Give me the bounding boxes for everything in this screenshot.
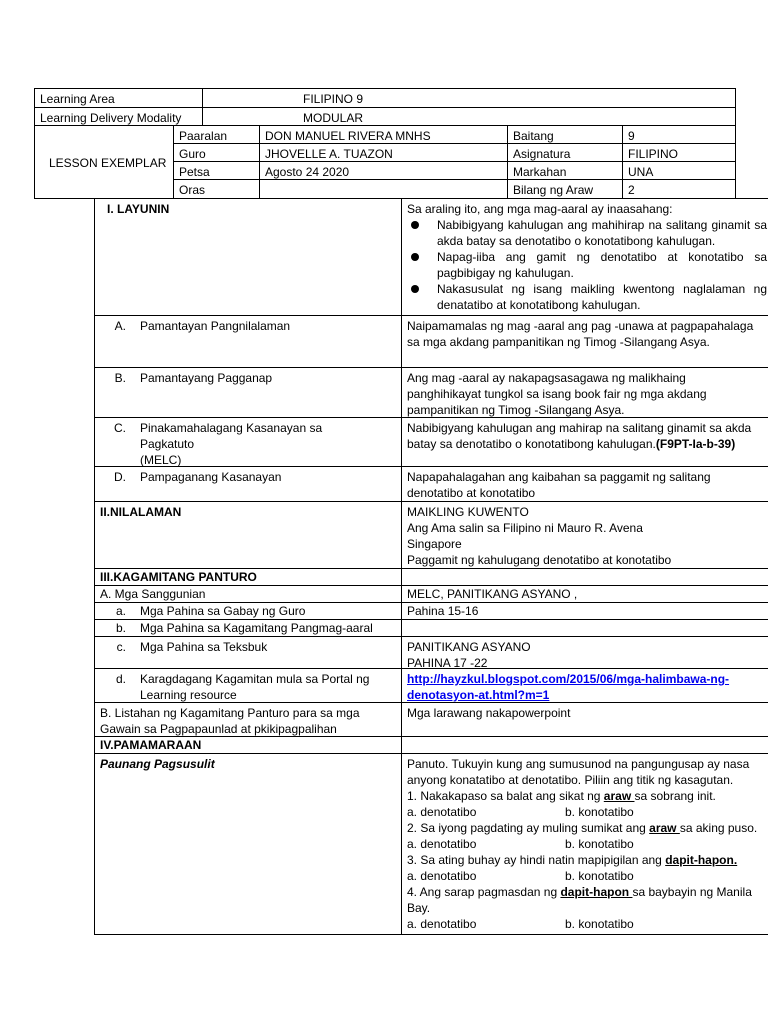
kagamitan-title-empty (401, 568, 768, 586)
petsa-value: Agosto 24 2020 (259, 161, 508, 180)
oras-value (259, 179, 508, 199)
question-2-options: a. denotatibo b. konotatibo (407, 837, 634, 851)
portal-link[interactable] (401, 668, 768, 703)
question-3-options: a. denotatibo b. konotatibo (407, 869, 634, 883)
resource-link[interactable]: http://hayzkul.blogspot.com/2015/06/mga-halimbawa-ng- (407, 672, 730, 686)
learning-area-value: FILIPINO 9 (202, 88, 736, 108)
pamantayan-pagganap-label: B. Pamantayang Pagganap (94, 367, 402, 418)
sanggunian-label: A. Mga Sanggunian (94, 585, 402, 603)
question-4: 4. Ang sarap pagmasdan ng dapit-hapon sa baybayin ng Manila (407, 885, 752, 899)
modality-label: Learning Delivery Modality (34, 107, 203, 126)
pamantayan-pagganap-content: Ang mag -aaral ay nakapagsasagawa ng malikhaing panghihikayat tungkol sa isang book fair ng mga akdang pampanitikan ng Timog -Silangang Asya. (401, 367, 768, 418)
markahan-label: Markahan (507, 161, 623, 180)
pamantayan-nilalaman-label: A. Pamantayan Pangnilalaman (94, 315, 402, 368)
pamamaraan-title: IV.PAMAMARAAN (94, 736, 402, 754)
pampaganang-content: Napapahalagahan ang kaibahan sa paggamit ng salitang denotatibo at konotatibo (401, 466, 768, 502)
learning-area-label: Learning Area (34, 88, 203, 108)
question-4-options: a. denotatibo b. konotatibo (407, 917, 634, 931)
kagamitan-title: III.KAGAMITANG PANTURO (94, 568, 402, 586)
teksbuk-label: c. Mga Pahina sa Teksbuk (94, 636, 402, 669)
listahan-value: Mga larawang nakapowerpoint (401, 702, 768, 737)
guro-label: Guro (173, 143, 260, 162)
layunin-bullet: Napag-iiba ang gamit ng denotatibo at konotatibo sa pagbibigay ng kahulugan. (407, 249, 768, 281)
teksbuk-value: PANITIKANG ASYANO PAHINA 17 -22 (401, 636, 768, 669)
question-1-options: a. denotatibo b. konotatibo (407, 805, 634, 819)
nilalaman-title: II.NILALAMAN (94, 501, 402, 569)
bullet-dot-icon (411, 253, 419, 261)
lesson-exemplar-label: LESSON EXEMPLAR (34, 125, 174, 199)
question-3: 3. Sa ating buhay ay hindi natin mapipigilan ang dapit-hapon. (407, 853, 738, 867)
gabay-guro-label: a. Mga Pahina sa Gabay ng Guro (94, 602, 402, 620)
portal-label: d. Karagdagang Kagamitan mula sa Portal ng Learning resource (94, 668, 402, 703)
melc-label: C. Pinakamahalagang Kasanayan sa Pagkatuto (MELC) (94, 417, 402, 467)
question-1: 1. Nakakapaso sa balat ang sikat ng araw sa sobrang init. (407, 789, 716, 803)
petsa-label: Petsa (173, 161, 260, 180)
paaralan-label: Paaralan (173, 125, 260, 144)
oras-label: Oras (173, 179, 260, 199)
bilang-value: 2 (622, 179, 736, 199)
baitang-value: 9 (622, 125, 736, 144)
guro-value: JHOVELLE A. TUAZON (259, 143, 508, 162)
baitang-label: Baitang (507, 125, 623, 144)
bullet-dot-icon (411, 221, 419, 229)
melc-content: Nabibigyang kahulugan ang mahirap na salitang ginamit sa akda batay sa denotatibo o konotatibong kahulugan.(F9PT-Ia-b-39) (401, 417, 768, 467)
pamamaraan-title-empty (401, 736, 768, 754)
pampaganang-label: D. Pampaganang Kasanayan (94, 466, 402, 502)
question-2: 2. Sa iyong pagdating ay muling sumikat ang araw sa aking puso. (407, 821, 758, 835)
paunang-pagsusulit-label: Paunang Pagsusulit (94, 753, 402, 935)
paaralan-value: DON MANUEL RIVERA MNHS (259, 125, 508, 144)
layunin-title: I. LAYUNIN (94, 198, 402, 316)
sanggunian-value: MELC, PANITIKANG ASYANO , (401, 585, 768, 603)
layunin-bullet: Nabibigyang kahulugan ang mahihirap na salitang ginamit sa akda batay sa denotatibo o konotatibong kahulugan. (407, 217, 768, 249)
layunin-intro: Sa araling ito, ang mga mag-aaral ay inaasahang: (407, 202, 673, 216)
gabay-guro-value: Pahina 15-16 (401, 602, 768, 620)
asignatura-label: Asignatura (507, 143, 623, 162)
markahan-value: UNA (622, 161, 736, 180)
layunin-content (401, 198, 768, 316)
resource-link[interactable]: denotasyon-at.html?m=1 (407, 688, 550, 702)
kagamitang-pangmag-aaral-label: b. Mga Pahina sa Kagamitang Pangmag-aaral (94, 619, 402, 637)
bilang-label: Bilang ng Araw (507, 179, 623, 199)
nilalaman-content: MAIKLING KUWENTO Ang Ama salin sa Filipino ni Mauro R. Avena Singapore Paggamit ng kahulugang denotatibo at konotatibo (401, 501, 768, 569)
kagamitang-pangmag-aaral-value (401, 619, 768, 637)
layunin-bullet: Nakasusulat ng isang maikling kwentong naglalaman ng denatatibo at konotatibong kahulugan. (407, 281, 768, 313)
listahan-label: B. Listahan ng Kagamitang Panturo para sa mga Gawain sa Pagpapaunlad at pkikipagpalihan (94, 702, 402, 737)
pamantayan-nilalaman-content: Naipamamalas ng mag -aaral ang pag -unawa at pagpapahalaga sa mga akdang pampanitikan ng Timog -Silangang Asya. (401, 315, 768, 368)
melc-code: (F9PT-Ia-b-39) (655, 437, 736, 451)
bullet-dot-icon (411, 285, 419, 293)
asignatura-value: FILIPINO (622, 143, 736, 162)
paunang-pagsusulit-content: Panuto. Tukuyin kung ang sumusunod na pangungusap ay nasa anyong konatatibo at denotatibo. Piliin ang titik ng kasagutan. 1. Nakakapaso sa balat ang sikat ng araw sa sobrang init. a. denotatibo b. konotatibo 2. Sa iyong pagdating ay muling sumikat ang araw sa aking puso. a. denotatibo b. konotatibo 3. Sa ating buhay ay hindi natin mapipigilan ang dapit-hapon. a. denotatibo b. konotatibo 4. Ang sarap pagmasdan ng dapit-hapon sa baybayin ng Manila Bay. a. denotatibo b. konotatibo (401, 753, 768, 935)
modality-value: MODULAR (202, 107, 736, 126)
